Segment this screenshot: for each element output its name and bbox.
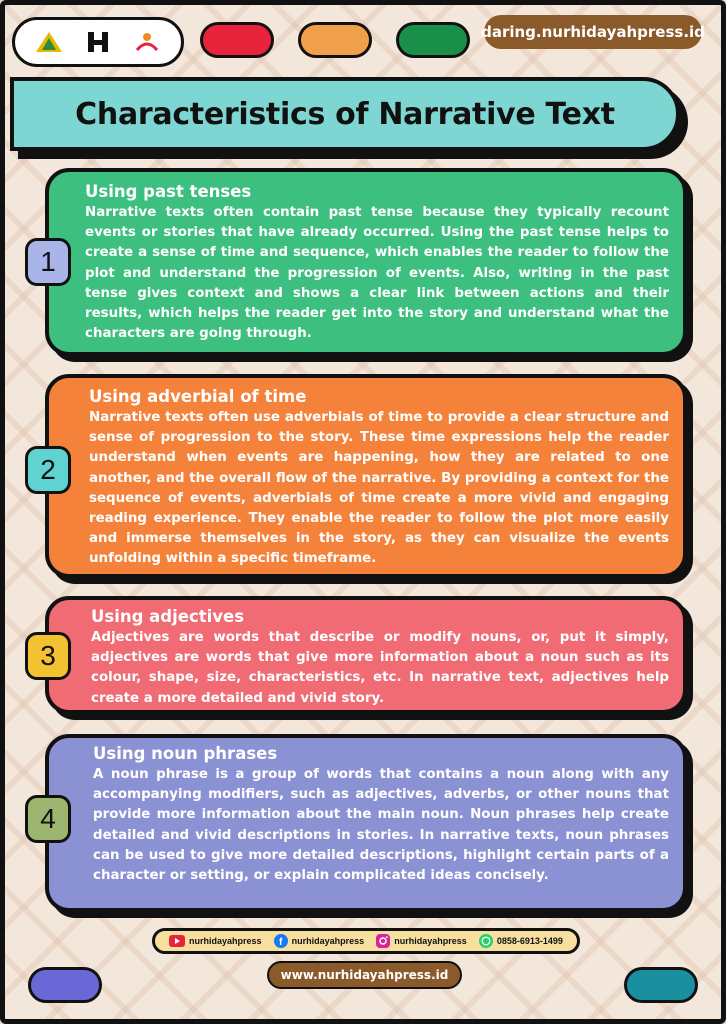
section-body: A noun phrase is a group of words that contains a noun along with any accompanying modifiers, such as adjectives, adverbs, or other nouns that provide more information about the main noun. Noun phrases help create detailed and vivid descriptions in stories. In narrative texts, noun phrases can be used to give more detailed descriptions, highlight certain parts of a character or setting, or explain complicated ideas concisely. [93,767,669,884]
decor-pill-green [396,22,470,58]
youtube-icon [169,935,185,947]
decor-pill-red [200,22,274,58]
section-card-2 [45,374,687,578]
decor-pill-right [624,967,698,1003]
page-title: Characteristics of Narrative Text [75,96,615,132]
title-banner [10,77,680,151]
section-number-badge [25,446,71,494]
section-heading: Using adverbial of time [89,387,307,406]
social-label: nurhidayahpress [189,936,262,946]
section-card-3 [45,596,687,714]
whatsapp-icon [479,934,493,948]
section-number: 1 [40,246,56,277]
section-card-1 [45,168,687,356]
instagram-link[interactable] [376,934,467,948]
whatsapp-link[interactable] [479,934,563,948]
section-body: Adjectives are words that describe or modify nouns, or, put it simply, adjectives are words that give more information about a noun such as its colour, shape, size, characteristics, etc. In narrative text, adjectives help create a more detailed and vivid story. [91,630,669,706]
hidayah-logo [76,30,120,54]
section-number-badge [25,238,71,286]
izzah-logo [125,30,169,54]
decor-pill-left [28,967,102,1003]
facebook-icon [274,934,288,948]
instagram-icon [376,934,390,948]
social-label: nurhidayahpress [291,936,365,946]
website-footer-badge[interactable]: www.nurhidayahpress.id [267,961,462,989]
section-number: 2 [40,454,56,485]
section-number-badge [25,632,71,680]
website-badge[interactable]: daring.nurhidayahpress.id [484,15,702,49]
decor-pill-orange [298,22,372,58]
section-heading: Using past tenses [85,182,252,201]
section-body: Narrative texts often use adverbials of time to provide a clear structure and sense of progression to the story. These time expressions help the reader understand when events are happening, how they are related to one another, and the overall flow of the narrative. By providing a context for the sequence of events, adverbials of time create a more vivid and engaging reading experience. They enable the reader to follow the plot more easily and immerse themselves in the story, as they can visualize the events unfolding within a specific timeframe. [89,410,669,567]
section-heading: Using noun phrases [93,744,278,763]
social-label: 0858-6913-1499 [496,936,563,946]
svg-text:f: f [278,937,282,948]
social-label: nurhidayahpress [394,936,467,946]
section-number: 4 [40,803,56,834]
section-heading: Using adjectives [91,607,245,626]
youtube-link[interactable] [169,935,262,947]
facebook-link[interactable] [274,934,365,948]
section-number-badge [25,795,71,843]
section-body: Narrative texts often contain past tense because they typically recount events or stories that have already occurred. Using the past tense helps to create a sense of time and sequence, which enables the reader to follow the plot and understand the progression of events. Also, writing in the past tense gives context and shows a clear link between actions and their results, which helps the reader get into the story and understand what the characters are going through. [85,205,669,342]
section-card-4 [45,734,687,912]
enha-press-logo [27,30,71,54]
social-links-bar [152,928,580,954]
publisher-logos [12,17,184,67]
section-number: 3 [40,640,56,671]
